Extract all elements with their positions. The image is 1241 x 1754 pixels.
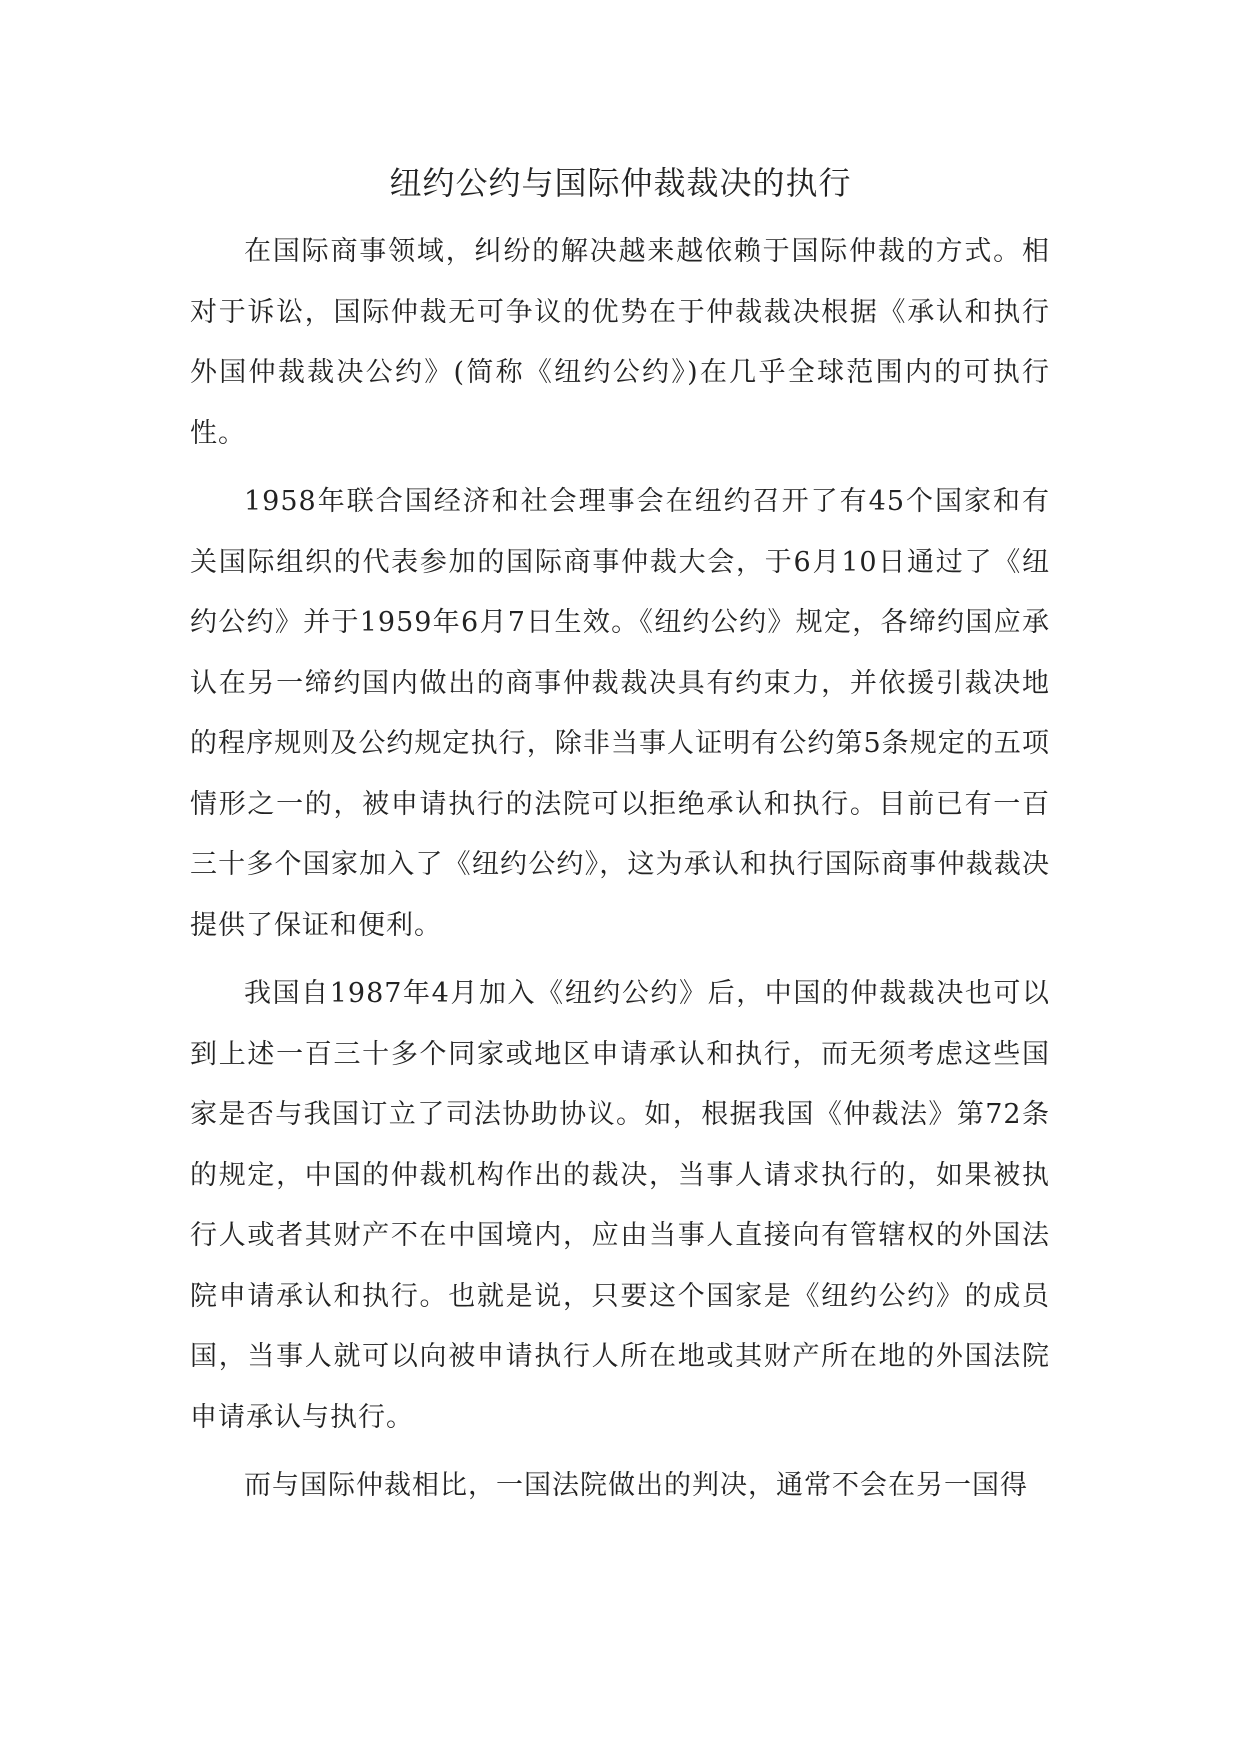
paragraph-4: 而与国际仲裁相比，一国法院做出的判决，通常不会在另一国得 [244,1470,1028,1501]
paragraph-3: 我国自1987年4月加入《纽约公约》后，中国的仲裁裁决也可以到上述一百三十多个同家或地区申请承认和执行，而无须考虑这些国家是否与我国订立了司法协助协议。如，根据我国《仲裁法》第72条的规定，中国的仲裁机构作出的裁决，当事人请求执行的，如果被执行人或者其财产不在中国境内，应由当事人直接向有管辖权的外国法院申请承认和执行。也就是说，只要这个国家是《纽约公约》的成员国，当事人就可以向被申请执行人所在地或其财产所在地的外国法院申请承认与执行。 [190,978,1050,1433]
paragraph-1: 在国际商事领域，纠纷的解决越来越依赖于国际仲裁的方式。相对于诉讼，国际仲裁无可争议的优势在于仲裁裁决根据《承认和执行外国仲裁裁决公约》(简称《纽约公约》)在几乎全球范围内的可执行性。 [190,236,1050,449]
document-title: 纽约公约与国际仲裁裁决的执行 [389,164,852,202]
paragraph-2: 1958年联合国经济和社会理事会在纽约召开了有45个国家和有关国际组织的代表参加的国际商事仲裁大会，于6月10日通过了《纽约公约》并于1959年6月7日生效。《纽约公约》规定，各缔约国应承认在另一缔约国内做出的商事仲裁裁决具有约束力，并依援引裁决地的程序规则及公约规定执行，除非当事人证明有公约第5条规定的五项情形之一的，被申请执行的法院可以拒绝承认和执行。目前已有一百三十多个国家加入了《纽约公约》，这为承认和执行国际商事仲裁裁决提供了保证和便利。 [190,486,1050,941]
document-body [190,222,1050,1525]
